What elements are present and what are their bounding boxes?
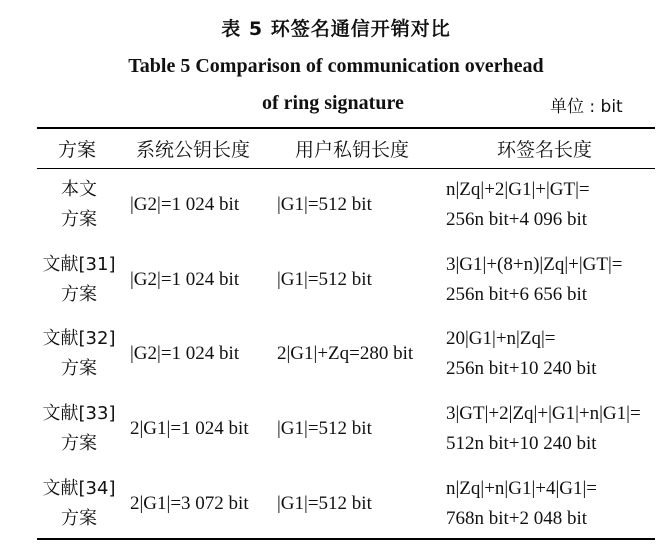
scheme-name: 文献[32] [42, 328, 116, 349]
private-key-length: |G1|=512 bit [277, 194, 372, 215]
ring-signature-formula: 3|G1|+(8+n)|Zq|+|GT|= [446, 254, 623, 275]
header-scheme: 方案 [58, 139, 97, 161]
public-key-length: 2|G1|=1 024 bit [130, 418, 249, 439]
scheme-name: 本文 [61, 179, 97, 200]
ring-signature-formula: 20|G1|+n|Zq|= [446, 328, 556, 349]
public-key-length: 2|G1|=3 072 bit [130, 493, 249, 514]
scheme-name: 文献[34] [42, 478, 116, 499]
ring-signature-formula: n|Zq|+n|G1|+4|G1|= [446, 478, 598, 499]
private-key-length: |G1|=512 bit [277, 493, 372, 514]
table-caption-en-line1: Table 5 Comparison of communication overhead [128, 55, 544, 77]
header-public-key-length: 系统公钥长度 [136, 139, 251, 161]
table-caption-en-line2: of ring signature [262, 92, 404, 114]
private-key-length: |G1|=512 bit [277, 269, 372, 290]
table-caption-cn: 表 5 环签名通信开销对比 [221, 18, 451, 40]
ring-signature-value: 256n bit+4 096 bit [446, 209, 588, 230]
public-key-length: |G2|=1 024 bit [130, 269, 240, 290]
ring-signature-formula: 3|GT|+2|Zq|+|G1|+n|G1|= [446, 403, 641, 424]
header-rule [37, 168, 655, 169]
unit-label: 单位 : bit [550, 97, 623, 117]
ring-signature-value: 256n bit+6 656 bit [446, 284, 588, 305]
public-key-length: |G2|=1 024 bit [130, 194, 240, 215]
private-key-length: 2|G1|+Zq=280 bit [277, 343, 414, 364]
scheme-name-line2: 方案 [61, 358, 97, 379]
header-ring-signature-length: 环签名长度 [497, 139, 593, 161]
header-private-key-length: 用户私钥长度 [295, 139, 410, 161]
public-key-length: |G2|=1 024 bit [130, 343, 240, 364]
scheme-name-line2: 方案 [61, 433, 97, 454]
scheme-name-line2: 方案 [61, 209, 97, 230]
ring-signature-formula: n|Zq|+2|G1|+|GT|= [446, 179, 590, 200]
scheme-name: 文献[33] [42, 403, 116, 424]
top-rule [37, 127, 655, 129]
ring-signature-value: 512n bit+10 240 bit [446, 433, 597, 454]
bottom-rule [37, 538, 655, 540]
ring-signature-value: 256n bit+10 240 bit [446, 358, 597, 379]
scheme-name-line2: 方案 [61, 284, 97, 305]
private-key-length: |G1|=512 bit [277, 418, 372, 439]
scheme-name-line2: 方案 [61, 508, 97, 529]
ring-signature-value: 768n bit+2 048 bit [446, 508, 588, 529]
scheme-name: 文献[31] [42, 254, 116, 275]
